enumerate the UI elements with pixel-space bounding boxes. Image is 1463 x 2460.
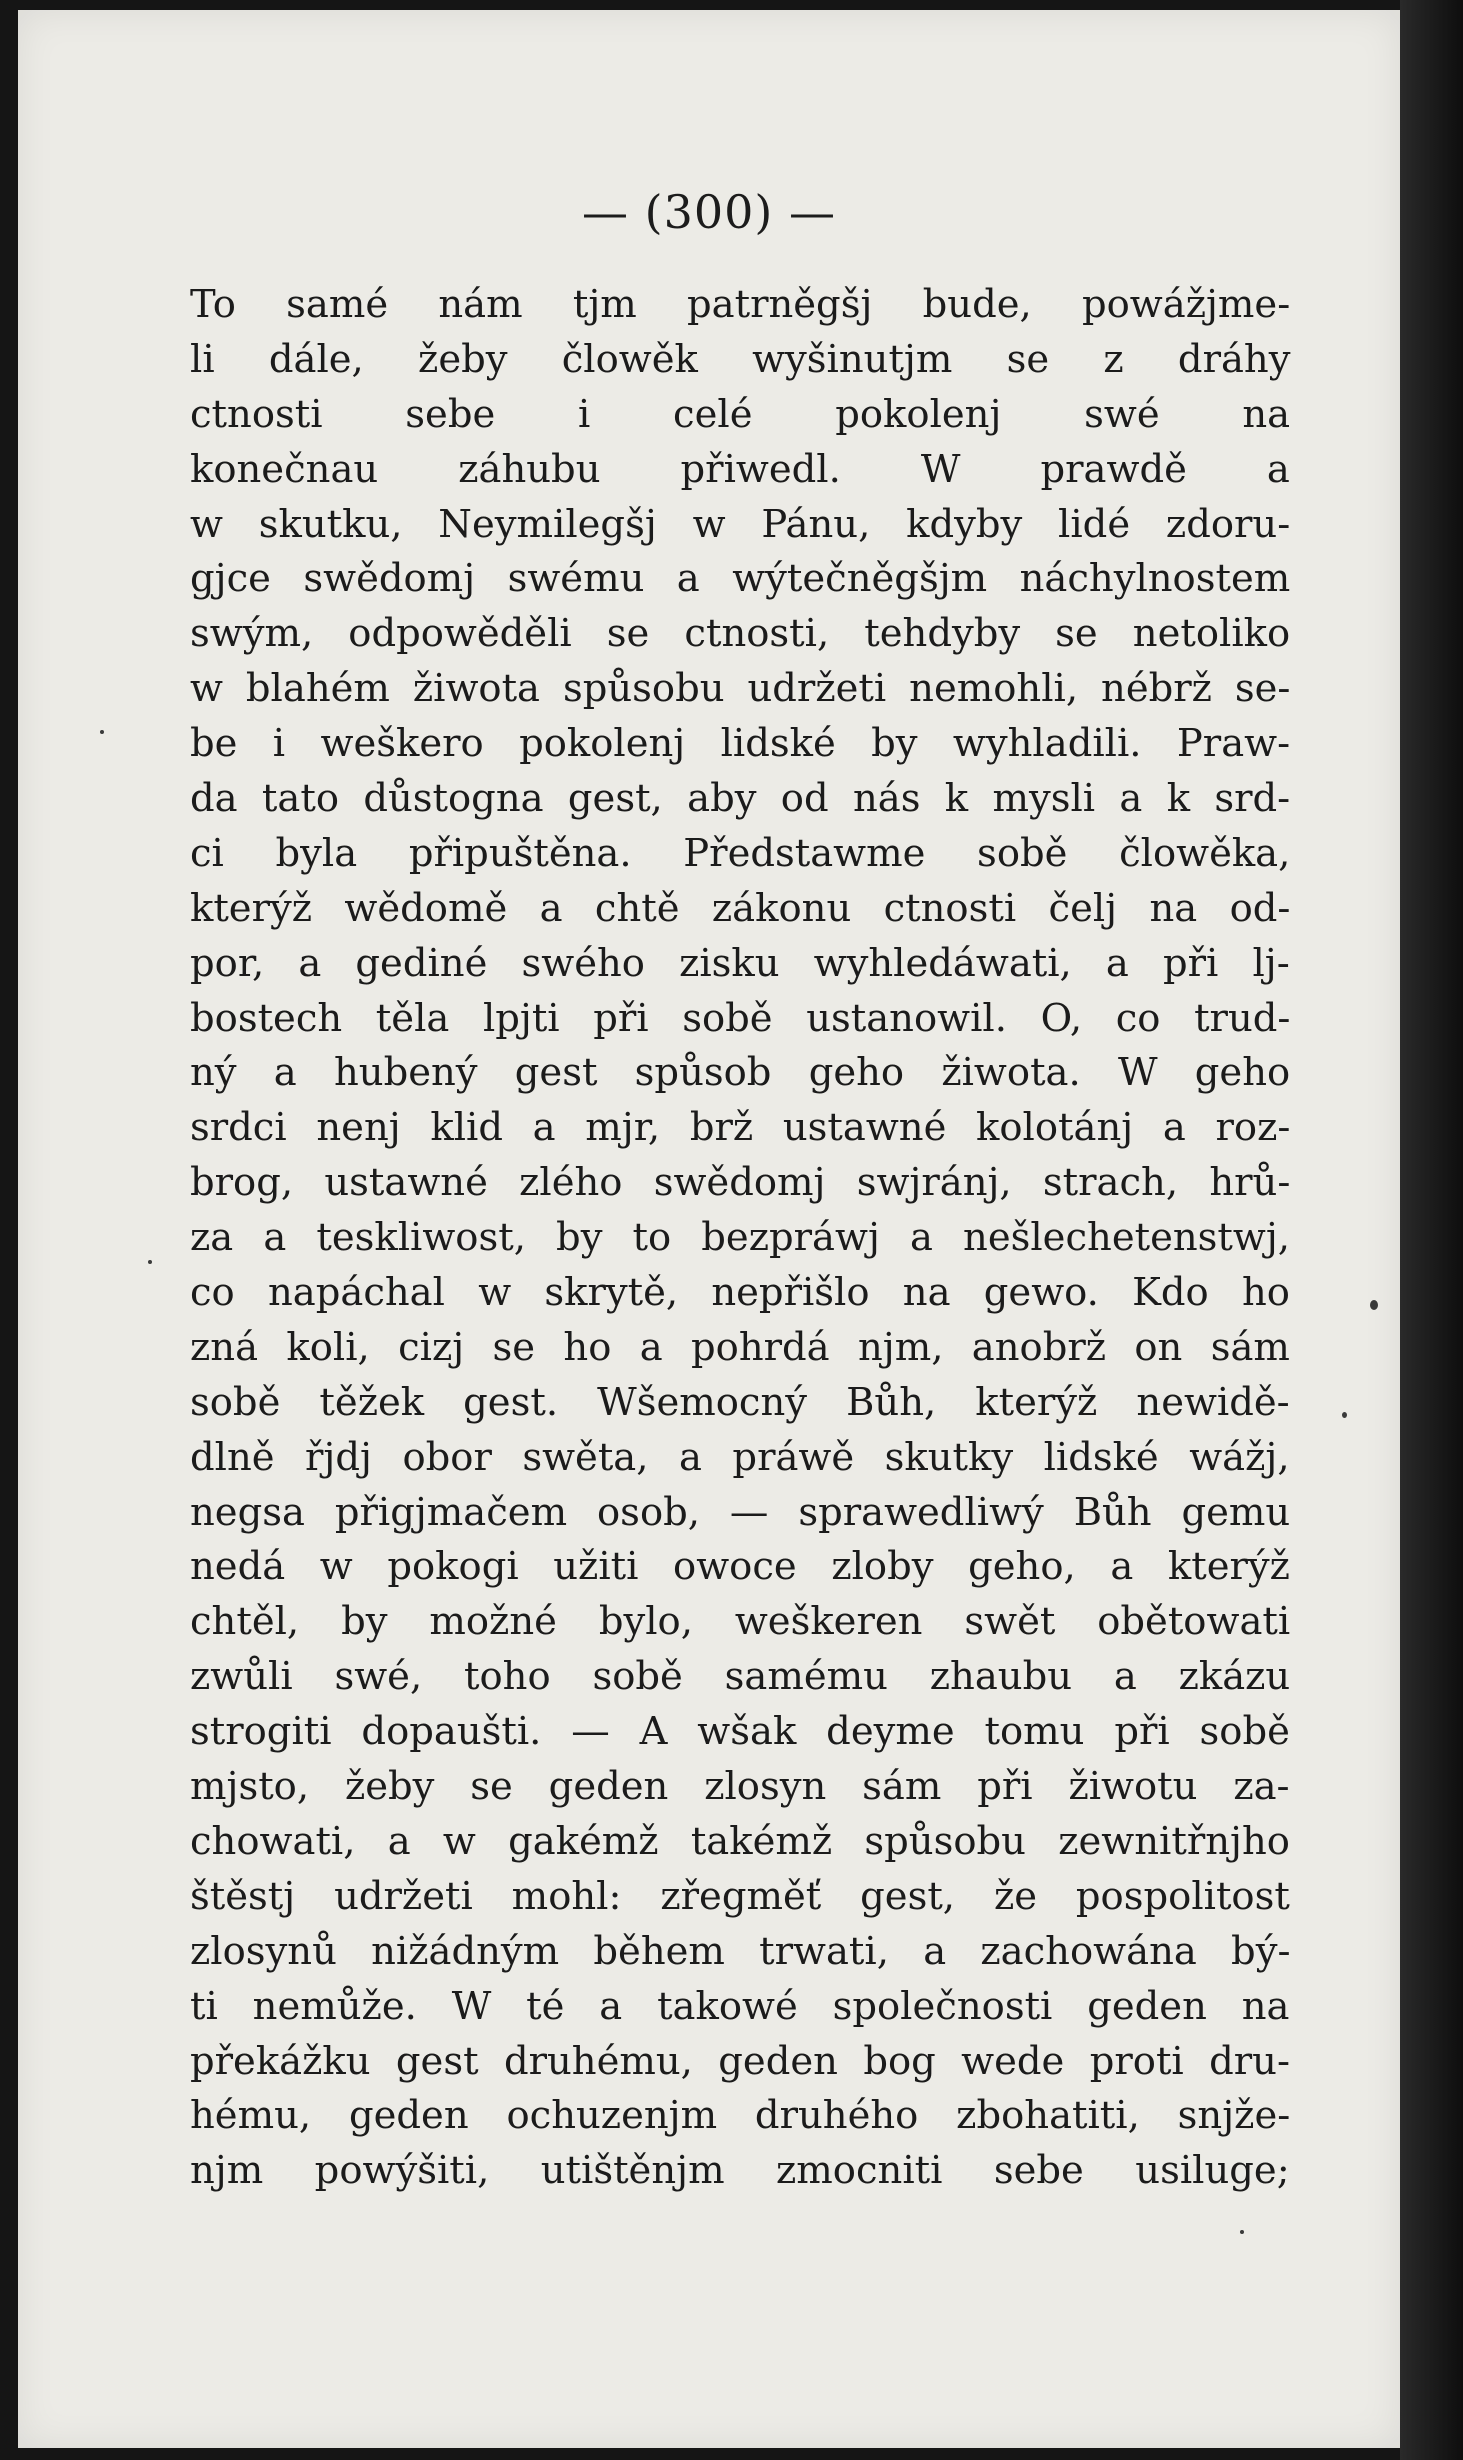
text-line: To samé nám tjm patrněgšj bude, powážjme-: [190, 282, 1291, 327]
text-line: por, a gediné swého zisku wyhledáwati, a při lj-: [190, 940, 1290, 986]
book-edge: [1400, 0, 1463, 2460]
text-line: co napáchal w skrytě, nepřišlo na gewo. Kdo ho: [190, 1270, 1290, 1316]
text-line: njm powýšiti, utištěnjm zmocniti sebe usiluge;: [190, 2148, 1290, 2194]
text-line: w skutku, Neymilegšj w Pánu, kdyby lidé zdoru-: [190, 501, 1291, 547]
text-line: ctnosti sebe i celé pokolenj swé na: [190, 391, 1291, 437]
text-line: štěstj udržeti mohl: zřegměť gest, že pospolitost: [190, 1873, 1290, 1919]
text-line: mjsto, žeby se geden zlosyn sám při žiwotu za-: [190, 1764, 1290, 1810]
page-body: [190, 278, 1290, 2199]
text-line: chowati, a w gakémž takémž spůsobu zewnitřnjho: [190, 1818, 1290, 1864]
text-line: nedá w pokogi užiti owoce zloby geho, a kterýž: [190, 1544, 1290, 1590]
paper-speck: [148, 1260, 152, 1264]
text-line: da tato důstogna gest, aby od nás k mysli a k srd-: [190, 776, 1291, 822]
paper-speck: [100, 730, 104, 734]
text-line: be i weškero pokolenj lidské by wyhladili. Praw-: [190, 721, 1291, 767]
text-line: chtěl, by možné bylo, weškeren swět obětowati: [190, 1599, 1291, 1645]
text-line: swým, odpowěděli se ctnosti, tehdyby se netoliko: [190, 611, 1291, 657]
text-line: zwůli swé, toho sobě samému zhaubu a zkázu: [190, 1654, 1291, 1700]
text-line: ci byla připuštěna. Předstawme sobě člowěka,: [190, 830, 1291, 876]
book-page: [18, 10, 1400, 2448]
paper-speck: [1240, 2230, 1244, 2234]
text-line: sobě těžek gest. Wšemocný Bůh, kterýž newidě-: [190, 1379, 1290, 1425]
text-line: kterýž wědomě a chtě zákonu ctnosti čelj na od-: [190, 885, 1291, 931]
text-line: dlně řjdj obor swěta, a práwě skutky lidské wážj,: [190, 1434, 1290, 1480]
text-line: zná koli, cizj se ho a pohrdá njm, anobrž on sám: [190, 1324, 1290, 1370]
text-line: brog, ustawné zlého swědomj swjránj, strach, hrů-: [190, 1160, 1291, 1206]
text-line: překážku gest druhému, geden bog wede proti dru-: [190, 2038, 1290, 2084]
text-line: hému, geden ochuzenjm druhého zbohatiti, snjže-: [190, 2093, 1291, 2139]
page-number-header: — (300) —: [582, 185, 836, 239]
text-line: li dále, žeby člowěk wyšinutjm se z dráhy: [190, 336, 1291, 382]
text-line: konečnau záhubu přiwedl. W prawdě a: [190, 446, 1290, 492]
text-line: za a teskliwost, by to bezpráwj a nešlechetenstwj,: [190, 1215, 1291, 1261]
text-line: ný a hubený gest spůsob geho žiwota. W geho: [190, 1050, 1291, 1096]
text-line: gjce swědomj swému a wýtečněgšjm náchylnostem: [190, 556, 1291, 602]
text-line: w blahém žiwota spůsobu udržeti nemohli, nébrž se-: [190, 666, 1291, 712]
text-line: zlosynů nižádným během trwati, a zachowána bý-: [190, 1928, 1291, 1974]
paper-speck: [1342, 1412, 1347, 1418]
text-line: bostech těla lpjti při sobě ustanowil. O, co trud-: [190, 995, 1291, 1041]
text-line: ti nemůže. W té a takowé společnosti geden na: [190, 1983, 1290, 2029]
text-line: srdci nenj klid a mjr, brž ustawné kolotánj a roz-: [190, 1105, 1291, 1151]
text-line: strogiti dopaušti. — A wšak deyme tomu při sobě: [190, 1709, 1290, 1755]
paper-speck: [1370, 1300, 1378, 1310]
text-line: negsa přigjmačem osob, — sprawedliwý Bůh gemu: [190, 1489, 1291, 1535]
